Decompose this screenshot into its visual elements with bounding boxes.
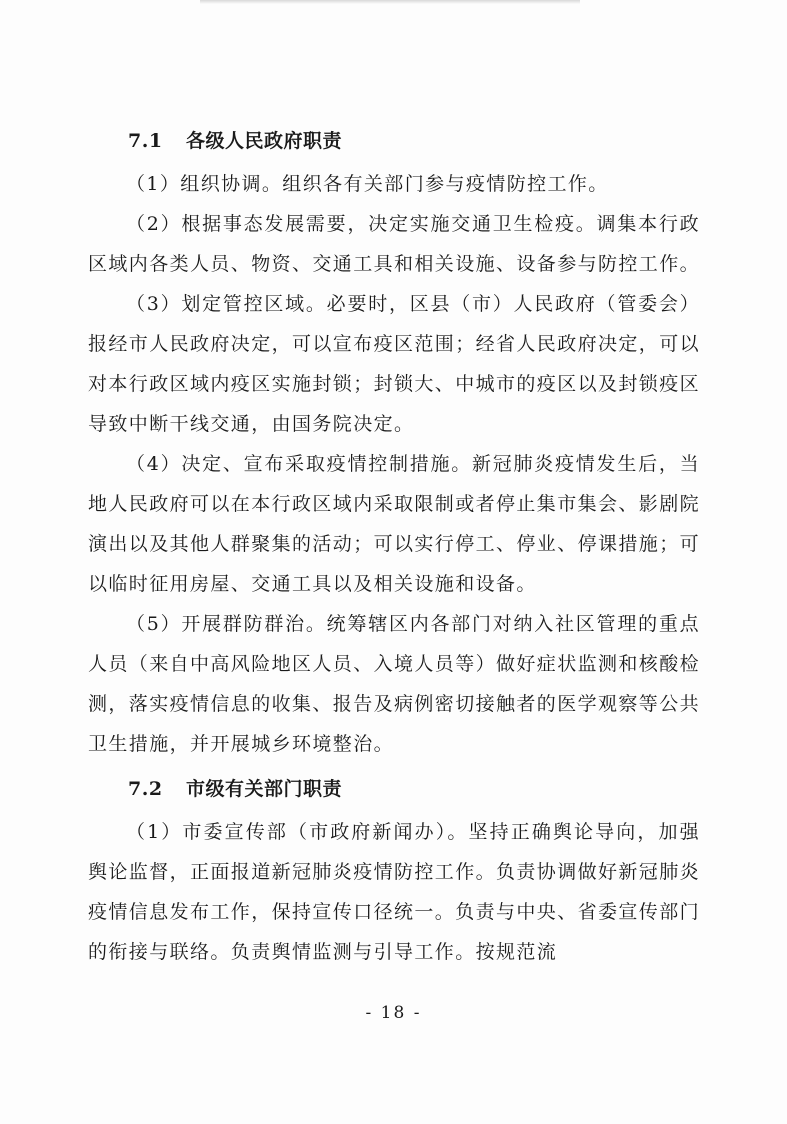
section-title: 市级有关部门职责 [186, 778, 343, 800]
paragraph: （3）划定管控区域。必要时，区县（市）人民政府（管委会）报经市人民政府决定，可以宣布疫区范围；经省人民政府决定，可以对本行政区域内疫区实施封锁；封锁大、中城市的疫区以及封锁疫区导致中断干线交通，由国务院决定。 [88, 293, 701, 435]
section-number: 7.2 [128, 778, 163, 800]
section-title: 各级人民政府职责 [186, 130, 343, 152]
paragraph: （2）根据事态发展需要，决定实施交通卫生检疫。调集本行政区域内各类人员、物资、交通工具和相关设施、设备参与防控工作。 [88, 213, 701, 275]
section-heading-7-1 [88, 118, 700, 164]
section-heading-7-2 [88, 766, 700, 812]
paragraph: （1）市委宣传部（市政府新闻办）。坚持正确舆论导向，加强舆论监督，正面报道新冠肺炎疫情防控工作。负责协调做好新冠肺炎疫情信息发布工作，保持宣传口径统一。负责与中央、省委宣传部门的衔接与联络。负责舆情监测与引导工作。按规范流 [88, 821, 701, 963]
scan-edge-shadow [200, 0, 580, 4]
paragraph: （4）决定、宣布采取疫情控制措施。新冠肺炎疫情发生后，当地人民政府可以在本行政区域内采取限制或者停止集市集会、影剧院演出以及其他人群聚集的活动；可以实行停工、停业、停课措施；可以临时征用房屋、交通工具以及相关设施和设备。 [88, 453, 701, 595]
page-content [88, 118, 700, 972]
paragraph: （5）开展群防群治。统筹辖区内各部门对纳入社区管理的重点人员（来自中高风险地区人员、入境人员等）做好症状监测和核酸检测，落实疫情信息的收集、报告及病例密切接触者的医学观察等公共卫生措施，并开展城乡环境整治。 [88, 613, 701, 755]
section-number: 7.1 [128, 130, 163, 152]
paragraph: （1）组织协调。组织各有关部门参与疫情防控工作。 [126, 173, 609, 195]
page-number: - 18 - [365, 1003, 422, 1023]
